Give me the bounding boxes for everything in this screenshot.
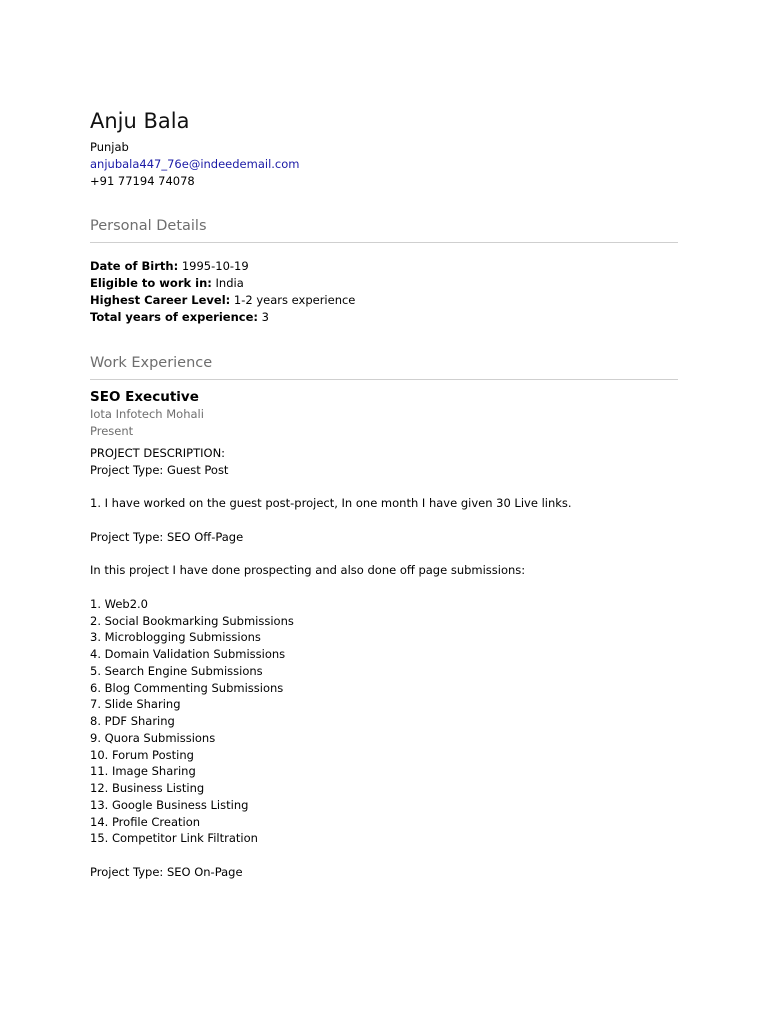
description-line: 13. Google Business Listing xyxy=(90,797,249,812)
description-line: 2. Social Bookmarking Submissions xyxy=(90,613,294,628)
detail-label: Highest Career Level: xyxy=(90,293,231,307)
description-line: 1. Web2.0 xyxy=(90,596,148,611)
personal-details-list xyxy=(90,258,355,326)
description-line: 3. Microblogging Submissions xyxy=(90,630,261,645)
description-spacer xyxy=(90,512,572,529)
description-spacer xyxy=(90,847,572,864)
detail-value: 1-2 years experience xyxy=(233,293,356,307)
description-line: 12. Business Listing xyxy=(90,781,205,795)
description-line: 9. Quora Submissions xyxy=(90,730,216,745)
description-line: 10. Forum Posting xyxy=(90,747,194,762)
description-line: 1. I have worked on the guest post-project, In one month I have given 30 Live links. xyxy=(90,496,572,511)
candidate-phone: +91 77194 74078 xyxy=(90,174,195,188)
candidate-email-link[interactable]: anjubala447_76e@indeedemail.com xyxy=(90,157,300,171)
candidate-location: Punjab xyxy=(90,140,129,154)
work-experience-heading: Work Experience xyxy=(90,355,213,371)
personal-details-heading: Personal Details xyxy=(90,218,207,234)
description-line: 14. Profile Creation xyxy=(90,814,201,829)
candidate-name: Anju Bala xyxy=(90,109,190,133)
detail-value: 3 xyxy=(261,310,269,324)
description-line: 8. PDF Sharing xyxy=(90,714,175,728)
job-company: Iota Infotech Mohali xyxy=(90,407,204,421)
description-spacer xyxy=(90,579,572,596)
description-line: 15. Competitor Link Filtration xyxy=(90,831,258,846)
detail-label: Total years of experience: xyxy=(90,310,258,324)
description-line: Project Type: SEO On-Page xyxy=(90,864,243,879)
description-spacer xyxy=(90,479,572,496)
detail-value: India xyxy=(215,276,244,290)
job-title: SEO Executive xyxy=(90,389,199,405)
detail-row-dob xyxy=(90,258,355,275)
description-spacer xyxy=(90,546,572,563)
description-line: 5. Search Engine Submissions xyxy=(90,663,263,678)
job-period: Present xyxy=(90,424,134,438)
job-description xyxy=(90,445,572,881)
description-line: PROJECT DESCRIPTION: xyxy=(90,446,226,460)
detail-row-career-level xyxy=(90,292,355,309)
detail-label: Date of Birth: xyxy=(90,259,179,273)
description-line: 4. Domain Validation Submissions xyxy=(90,647,286,661)
section-divider xyxy=(90,379,678,380)
detail-row-eligibility xyxy=(90,275,355,292)
description-line: 11. Image Sharing xyxy=(90,764,196,779)
detail-value: 1995-10-19 xyxy=(181,259,249,273)
description-line: Project Type: Guest Post xyxy=(90,462,229,477)
description-line: 7. Slide Sharing xyxy=(90,697,181,712)
detail-row-experience-years xyxy=(90,309,355,326)
description-line: 6. Blog Commenting Submissions xyxy=(90,680,284,695)
description-line: In this project I have done prospecting and also done off page submissions: xyxy=(90,563,526,578)
section-divider xyxy=(90,242,678,243)
description-line: Project Type: SEO Off-Page xyxy=(90,529,244,544)
detail-label: Eligible to work in: xyxy=(90,276,212,290)
